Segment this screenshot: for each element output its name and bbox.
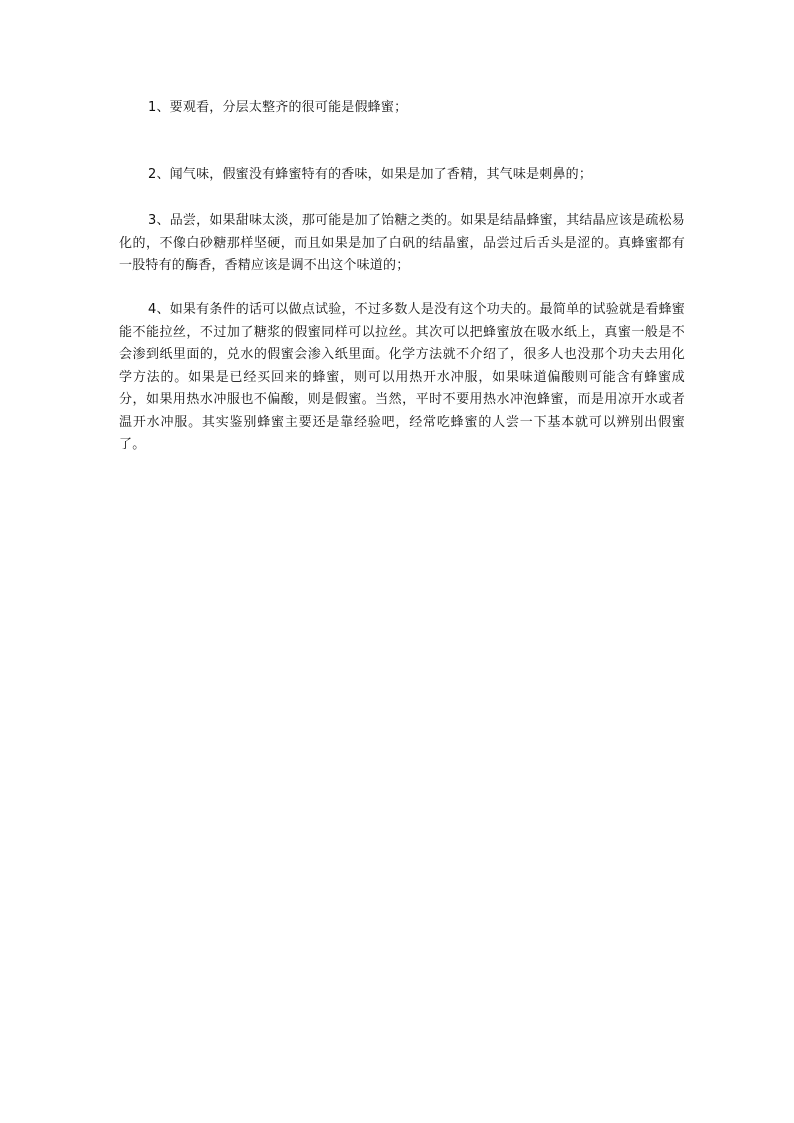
- paragraph-observe: 1、要观看，分层太整齐的很可能是假蜂蜜；: [148, 100, 408, 115]
- paragraph-test: 4、如果有条件的话可以做点试验，不过多数人是没有这个功夫的。最简单的试验就是看蜂蜜能不能拉丝，不过加了糖浆的假蜜同样可以拉丝。其次可以把蜂蜜放在吸水纸上，真蜜一般是不会渗到纸里面的，兑水的假蜜会渗入纸里面。化学方法就不介绍了，很多人也没那个功夫去用化学方法的。如果是已经买回来的蜂蜜，则可以用热开水冲服，如果味道偏酸则可能含有蜂蜜成分，如果用热水冲服也不偏酸，则是假蜜。当然，平时不要用热水冲泡蜂蜜，而是用凉开水或者温开水冲服。其实鉴别蜂蜜主要还是靠经验吧，经常吃蜂蜜的人尝一下基本就可以辨别出假蜜了。: [119, 302, 685, 452]
- paragraph-taste: 3、品尝，如果甜味太淡，那可能是加了饴糖之类的。如果是结晶蜂蜜，其结晶应该是疏松易化的，不像白砂糖那样坚硬，而且如果是加了白矾的结晶蜜，品尝过后舌头是涩的。真蜂蜜都有一股特有的酶香，香精应该是调不出这个味道的；: [119, 213, 685, 273]
- paragraph-smell: 2、闻气味，假蜜没有蜂蜜特有的香味，如果是加了香精，其气味是刺鼻的；: [148, 167, 593, 182]
